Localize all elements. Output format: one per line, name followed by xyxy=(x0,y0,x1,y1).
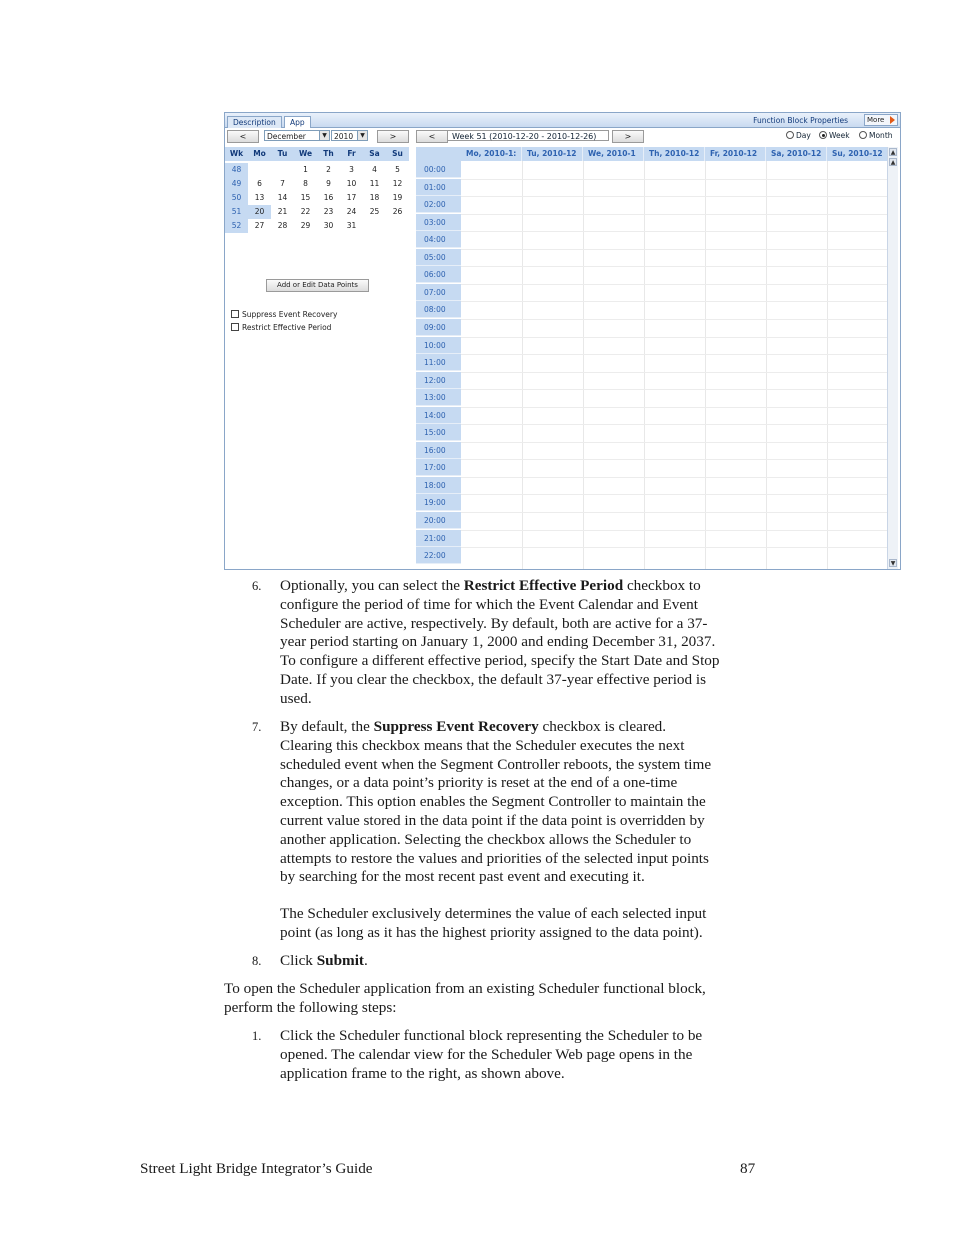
text-line: The Scheduler exclusively determines the value of each selected input xyxy=(280,904,707,922)
time-slot-label: 13:00 xyxy=(416,389,461,406)
grid-row-divider xyxy=(461,442,887,443)
step-6-first-line xyxy=(280,577,810,596)
year-select[interactable] xyxy=(331,130,368,141)
next-week-button[interactable]: > xyxy=(612,130,644,143)
week-number-cell[interactable]: 48 xyxy=(225,163,248,177)
radio-day-label: Day xyxy=(796,131,811,140)
calendar-day-cell[interactable]: 1 xyxy=(303,165,308,174)
grid-row-divider xyxy=(461,530,887,531)
time-slot-label: 10:00 xyxy=(416,337,461,354)
calendar-header-cell: Tu xyxy=(271,147,294,161)
text-line: exception. This option enables the Segment Controller to maintain the xyxy=(280,793,706,811)
text-line: used. xyxy=(280,689,312,707)
more-label: More xyxy=(867,116,885,124)
calendar-day-cell[interactable]: 21 xyxy=(277,207,288,216)
grid-row-divider xyxy=(461,407,887,408)
calendar-day-cell[interactable]: 23 xyxy=(323,207,334,216)
tab-description[interactable]: Description xyxy=(227,116,282,128)
day-header[interactable]: Su, 2010-12 xyxy=(827,147,888,161)
calendar-day-cell[interactable]: 20 xyxy=(248,205,271,219)
add-edit-data-points-button[interactable]: Add or Edit Data Points xyxy=(266,279,369,292)
calendar-day-cell[interactable]: 8 xyxy=(303,179,308,188)
calendar-day-cell[interactable]: 22 xyxy=(300,207,311,216)
calendar-day-cell[interactable]: 25 xyxy=(369,207,380,216)
week-number-cell[interactable]: 51 xyxy=(225,205,248,219)
restrict-effective-period-checkbox[interactable] xyxy=(231,323,331,332)
text-line: year period starting on January 1, 2000 and ending December 31, 2037. xyxy=(280,633,716,651)
time-slot-label: 21:00 xyxy=(416,530,461,547)
radio-week-label: Week xyxy=(829,131,850,140)
text-line: another application. Selecting the checkbox allows the Scheduler to xyxy=(280,830,692,848)
function-block-properties-link[interactable]: Function Block Properties xyxy=(753,116,848,125)
checkbox-box xyxy=(231,310,239,318)
day-header[interactable]: We, 2010-1 xyxy=(583,147,644,161)
radio-day[interactable] xyxy=(786,131,811,140)
radio-month[interactable] xyxy=(859,131,893,140)
grid-row-divider xyxy=(461,266,887,267)
grid-row-divider xyxy=(461,354,887,355)
text-line: scheduled event when the Segment Controller reboots, the system time xyxy=(280,755,712,773)
calendar-day-cell[interactable]: 29 xyxy=(300,221,311,230)
calendar-day-cell[interactable]: 17 xyxy=(346,193,357,202)
week-number-cell[interactable]: 50 xyxy=(225,191,248,205)
prev-month-button[interactable]: < xyxy=(227,130,259,143)
time-slot-label: 19:00 xyxy=(416,494,461,511)
text-line: Scheduler are active, respectively. By default, both are active for a 37- xyxy=(280,614,708,632)
step-8 xyxy=(280,952,810,971)
day-header[interactable]: Mo, 2010-1: xyxy=(461,147,522,161)
suppress-event-recovery-term: Suppress Event Recovery xyxy=(373,718,539,735)
time-slot-label: 07:00 xyxy=(416,284,461,301)
calendar-day-cell[interactable]: 6 xyxy=(257,179,262,188)
year-select-value: 2010 xyxy=(334,132,354,141)
calendar-day-cell[interactable]: 13 xyxy=(254,193,265,202)
month-select[interactable] xyxy=(264,130,330,141)
radio-day-indicator xyxy=(786,131,794,139)
text-line: application frame to the right, as shown above. xyxy=(280,1064,565,1082)
calendar-day-cell[interactable]: 30 xyxy=(323,221,334,230)
day-header[interactable]: Sa, 2010-12 xyxy=(766,147,827,161)
time-slot-label: 00:00 xyxy=(416,161,461,178)
grid-row-divider xyxy=(461,284,887,285)
calendar-day-cell[interactable]: 31 xyxy=(346,221,357,230)
time-slot-label: 16:00 xyxy=(416,442,461,459)
time-slot-label: 03:00 xyxy=(416,214,461,231)
step-number: 7. xyxy=(252,720,262,734)
calendar-day-cell[interactable]: 26 xyxy=(392,207,403,216)
calendar-day-cell[interactable]: 11 xyxy=(369,179,380,188)
time-slot-label: 14:00 xyxy=(416,407,461,424)
text: . xyxy=(363,952,368,969)
calendar-day-cell[interactable]: 15 xyxy=(300,193,311,202)
time-header-corner xyxy=(416,147,461,161)
week-grid[interactable] xyxy=(461,161,887,569)
week-number-cell[interactable]: 52 xyxy=(225,219,248,233)
grid-row-divider xyxy=(461,249,887,250)
radio-month-label: Month xyxy=(869,131,893,140)
time-slot-label: 15:00 xyxy=(416,424,461,441)
step-number: 6. xyxy=(252,579,262,593)
chevron-down-icon: ▼ xyxy=(357,131,367,140)
calendar-day-cell[interactable]: 5 xyxy=(395,165,400,174)
calendar-day-cell[interactable]: 3 xyxy=(349,165,354,174)
grid-row-divider xyxy=(461,214,887,215)
vertical-scrollbar[interactable] xyxy=(887,147,898,569)
calendar-day-cell[interactable]: 27 xyxy=(254,221,265,230)
step-7 xyxy=(280,718,810,942)
radio-month-indicator xyxy=(859,131,867,139)
calendar-day-cell[interactable]: 7 xyxy=(280,179,285,188)
text: Click xyxy=(280,952,317,969)
scroll-down-icon[interactable]: ▼ xyxy=(890,560,896,567)
grid-row-divider xyxy=(461,372,887,373)
time-slot-label: 05:00 xyxy=(416,249,461,266)
calendar-day-cell[interactable]: 19 xyxy=(392,193,403,202)
calendar-day-cell[interactable]: 12 xyxy=(392,179,403,188)
time-slot-label: 01:00 xyxy=(416,179,461,196)
checkbox-label: Restrict Effective Period xyxy=(242,323,332,332)
time-slot-label: 20:00 xyxy=(416,512,461,529)
calendar-header-cell: Sa xyxy=(363,147,386,161)
checkbox-label: Suppress Event Recovery xyxy=(242,310,338,319)
text-line: point (as long as it has the highest priority assigned to the data point). xyxy=(280,923,703,941)
calendar-day-cell[interactable]: 14 xyxy=(277,193,288,202)
step-number: 8. xyxy=(252,954,262,968)
calendar-day-cell[interactable]: 16 xyxy=(323,193,334,202)
footer-title: Street Light Bridge Integrator’s Guide xyxy=(140,1160,373,1177)
grid-row-divider xyxy=(461,301,887,302)
grid-column-divider xyxy=(644,161,645,569)
radio-week[interactable] xyxy=(819,131,850,140)
next-month-button[interactable]: > xyxy=(377,130,409,143)
day-header[interactable]: Th, 2010-12 xyxy=(644,147,705,161)
prev-week-button[interactable]: < xyxy=(416,130,448,143)
grid-column-divider xyxy=(766,161,767,569)
text-line: Clearing this checkbox means that the Scheduler executes the next xyxy=(280,736,685,754)
day-header[interactable]: Fr, 2010-12 xyxy=(705,147,766,161)
text-line: perform the following steps: xyxy=(224,998,397,1016)
text: By default, the xyxy=(280,718,374,735)
arrow-right-icon xyxy=(890,116,895,124)
calendar-header-cell: Wk xyxy=(225,147,248,161)
grid-row-divider xyxy=(461,424,887,425)
text-line: current value stored in the data point if the data point is overridden by xyxy=(280,811,705,829)
text-line: attempts to restore the values and priorities of the selected input points xyxy=(280,849,709,867)
chevron-down-icon: ▼ xyxy=(319,131,329,140)
time-slot-label: 09:00 xyxy=(416,319,461,336)
time-slot-label: 18:00 xyxy=(416,477,461,494)
step-1 xyxy=(280,1027,810,1083)
grid-row-divider xyxy=(461,337,887,338)
text: Optionally, you can select the xyxy=(280,577,464,594)
text-line: by searching for the most recent past event and executing it. xyxy=(280,868,645,886)
calendar-header-cell: We xyxy=(294,147,317,161)
text: checkbox is cleared. xyxy=(538,718,667,735)
week-label: Week 51 (2010-12-20 - 2010-12-26) xyxy=(447,130,609,141)
time-slot-label: 11:00 xyxy=(416,354,461,371)
scroll-up-icon[interactable]: ▲ xyxy=(890,149,896,156)
time-slot-label: 17:00 xyxy=(416,459,461,476)
day-header[interactable]: Tu, 2010-12 xyxy=(522,147,583,161)
calendar-header-cell: Fr xyxy=(340,147,363,161)
grid-row-divider xyxy=(461,389,887,390)
time-slot-label: 02:00 xyxy=(416,196,461,213)
calendar-day-cell[interactable]: 10 xyxy=(346,179,357,188)
month-select-value: December xyxy=(267,132,306,141)
intro-paragraph xyxy=(224,980,814,1018)
text-line: To open the Scheduler application from an existing Scheduler functional block, xyxy=(224,980,706,997)
grid-row-divider xyxy=(461,319,887,320)
grid-row-divider xyxy=(461,196,887,197)
time-slot-label: 08:00 xyxy=(416,301,461,318)
grid-column-divider xyxy=(522,161,523,569)
grid-row-divider xyxy=(461,494,887,495)
scroll-up-icon[interactable]: ▲ xyxy=(890,159,896,166)
calendar-day-cell[interactable]: 9 xyxy=(326,179,331,188)
time-slot-label: 22:00 xyxy=(416,547,461,564)
grid-column-divider xyxy=(583,161,584,569)
time-slot-label: 06:00 xyxy=(416,266,461,283)
step-8-line xyxy=(280,952,810,971)
text-line: opened. The calendar view for the Scheduler Web page opens in the xyxy=(280,1045,693,1063)
text-line: Date. If you clear the checkbox, the default 37-year effective period is xyxy=(280,670,707,688)
step-7-first-line xyxy=(280,718,810,737)
calendar-header-cell: Su xyxy=(386,147,409,161)
restrict-effective-period-term: Restrict Effective Period xyxy=(463,577,624,594)
text-line: Click the Scheduler functional block representing the Scheduler to be xyxy=(280,1027,703,1044)
submit-term: Submit xyxy=(316,952,364,969)
calendar-day-cell[interactable]: 24 xyxy=(346,207,357,216)
scheduler-screenshot xyxy=(224,112,901,570)
page-number: 87 xyxy=(740,1160,756,1177)
step-number: 1. xyxy=(252,1029,262,1043)
grid-row-divider xyxy=(461,512,887,513)
grid-row-divider xyxy=(461,477,887,478)
grid-row-divider xyxy=(461,459,887,460)
text-line: To configure a different effective period, specify the Start Date and Stop xyxy=(280,652,720,670)
step-6 xyxy=(280,577,810,709)
tab-bar xyxy=(225,113,900,128)
checkbox-box xyxy=(231,323,239,331)
grid-row-divider xyxy=(461,179,887,180)
week-number-cell[interactable]: 49 xyxy=(225,177,248,191)
calendar-header-cell: Mo xyxy=(248,147,271,161)
calendar-day-cell[interactable]: 18 xyxy=(369,193,380,202)
tab-app[interactable]: App xyxy=(284,116,311,128)
grid-row-divider xyxy=(461,231,887,232)
grid-column-divider xyxy=(705,161,706,569)
calendar-day-cell[interactable]: 2 xyxy=(326,165,331,174)
time-slot-label: 04:00 xyxy=(416,231,461,248)
text-line: changes, or a data point’s priority is reset at the end of a one-time xyxy=(280,774,678,792)
grid-row-divider xyxy=(461,547,887,548)
more-button[interactable] xyxy=(864,114,898,126)
text-line: configure the period of time for which the Event Calendar and Event xyxy=(280,595,698,613)
calendar-day-cell[interactable]: 28 xyxy=(277,221,288,230)
calendar-day-cell[interactable]: 4 xyxy=(372,165,377,174)
grid-column-divider xyxy=(827,161,828,569)
radio-week-indicator xyxy=(819,131,827,139)
text: checkbox to xyxy=(623,577,701,594)
time-slot-label: 12:00 xyxy=(416,372,461,389)
suppress-event-recovery-checkbox[interactable] xyxy=(231,310,337,319)
calendar-header-cell: Th xyxy=(317,147,340,161)
